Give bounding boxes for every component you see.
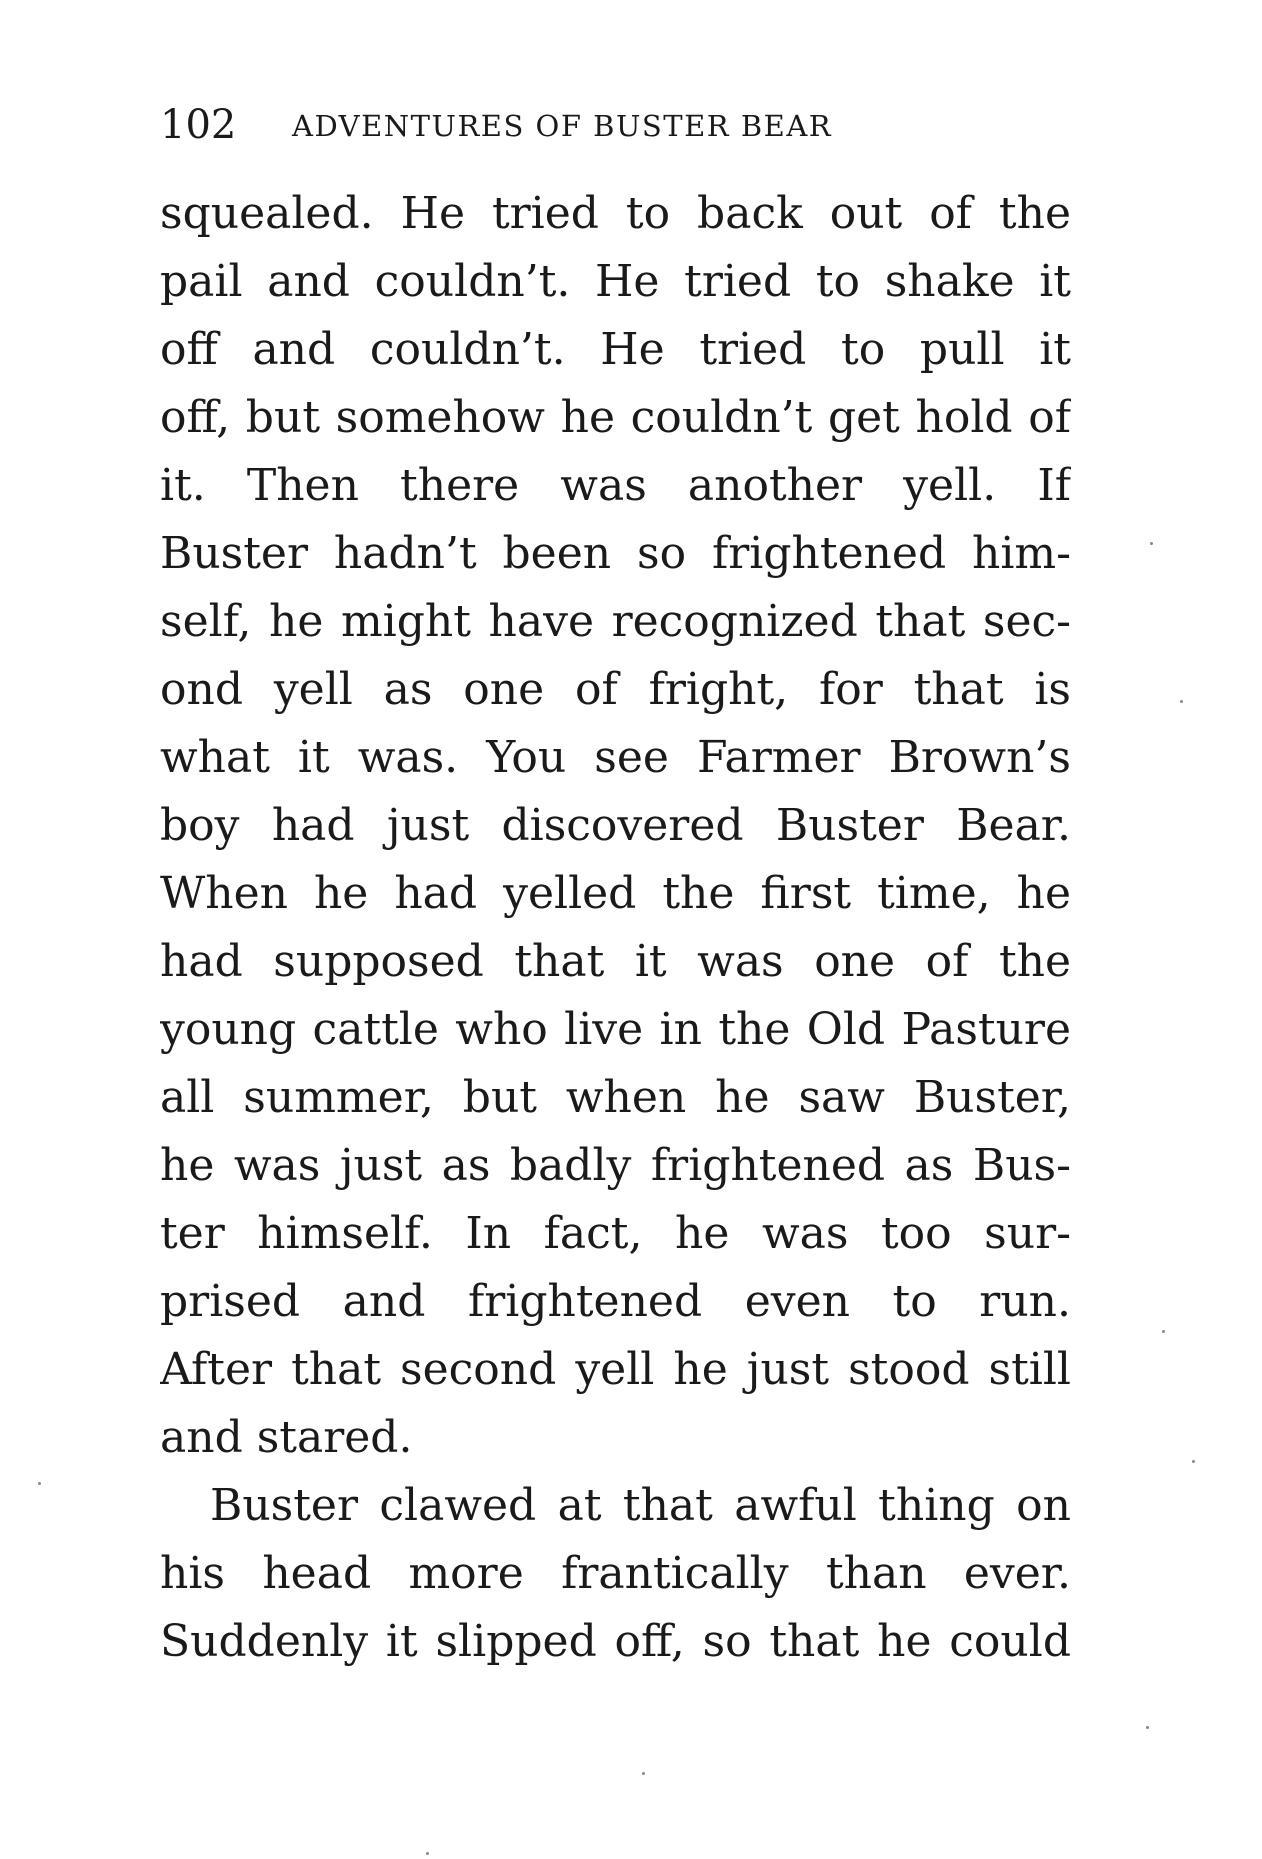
text-line: ond yell as one of fright, for that is (160, 664, 1071, 715)
running-title: ADVENTURES OF BUSTER BEAR (292, 109, 833, 143)
scan-speck (1192, 1460, 1195, 1463)
text-line: off and couldn’t. He tried to pull it (160, 324, 1071, 375)
text-line: ter himself. In fact, he was too sur- (160, 1208, 1071, 1259)
text-line: Buster hadn’t been so frightened him- (160, 528, 1071, 579)
text-line: what it was. You see Farmer Brown’s (160, 732, 1071, 783)
text-line: his head more frantically than ever. (160, 1548, 1071, 1599)
text-line: all summer, but when he saw Buster, (160, 1072, 1071, 1123)
text-line: off, but somehow he couldn’t get hold of (160, 392, 1071, 443)
text-line: had supposed that it was one of the (160, 936, 1071, 987)
text-line: it. Then there was another yell. If (160, 460, 1071, 511)
scan-speck (642, 1772, 645, 1775)
scan-speck (1162, 1330, 1165, 1333)
scan-speck (1180, 700, 1183, 703)
running-head (160, 100, 1080, 150)
paragraph-1 (160, 180, 1071, 1472)
text-line: After that second yell he just stood still (160, 1344, 1071, 1395)
text-line: prised and frightened even to run. (160, 1276, 1071, 1327)
text-line: young cattle who live in the Old Pasture (160, 1004, 1071, 1055)
text-line: he was just as badly frightened as Bus- (160, 1140, 1071, 1191)
text-line: and stared. (160, 1412, 413, 1463)
paragraph-2 (160, 1472, 1071, 1676)
scan-speck (1146, 1726, 1149, 1729)
text-line: boy had just discovered Buster Bear. (160, 800, 1071, 851)
text-line: Buster clawed at that awful thing on (210, 1480, 1071, 1531)
scan-speck (426, 1852, 429, 1855)
text-line: pail and couldn’t. He tried to shake it (160, 256, 1071, 307)
scan-speck (1150, 542, 1153, 545)
text-line: Suddenly it slipped off, so that he could (160, 1616, 1071, 1667)
scan-speck (38, 1482, 41, 1485)
text-line: squealed. He tried to back out of the (160, 188, 1071, 239)
text-line: self, he might have recognized that sec- (160, 596, 1071, 647)
body-text (160, 180, 1071, 1676)
page-number: 102 (160, 102, 237, 148)
text-line: When he had yelled the first time, he (160, 868, 1071, 919)
